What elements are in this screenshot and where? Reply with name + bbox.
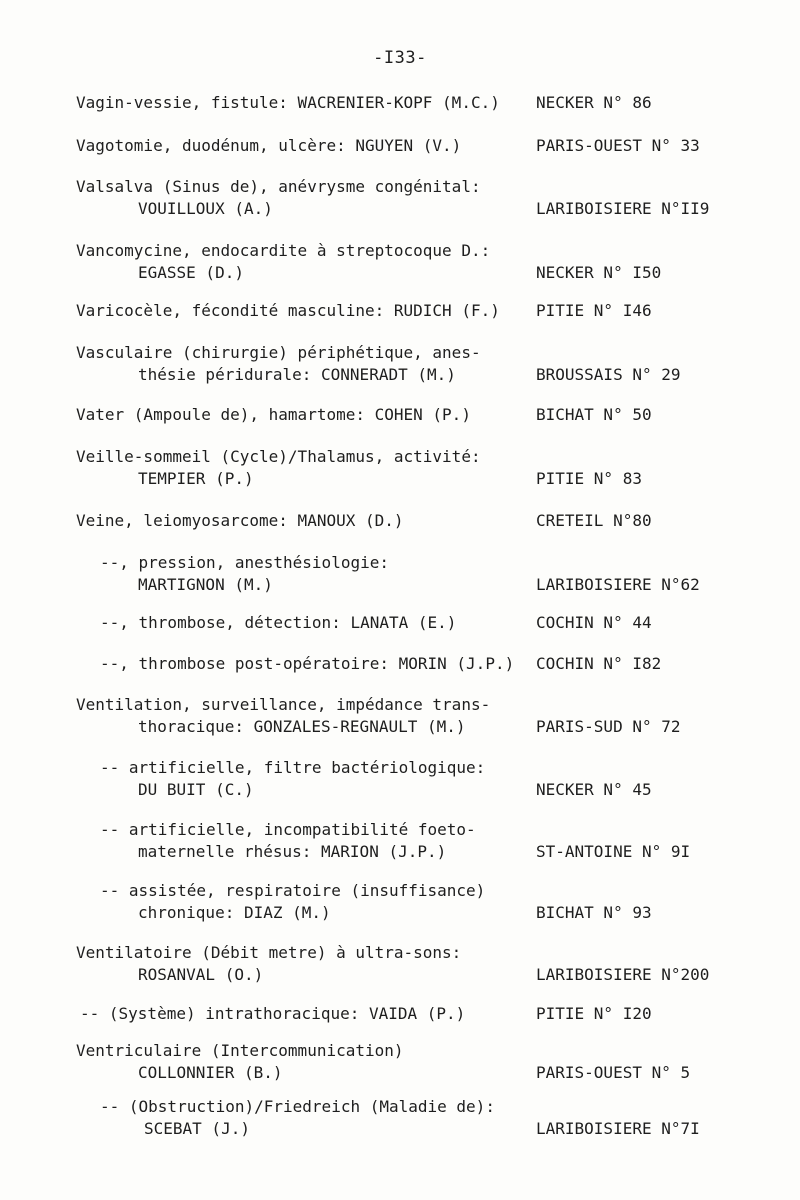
entry-subject: -- (Système) intrathoracique: VAIDA (P.) [80, 1004, 466, 1023]
entry-continuation: TEMPIER (P.) [138, 469, 254, 488]
entry-reference: PARIS-SUD N° 72 [536, 717, 681, 736]
entry-continuation: maternelle rhésus: MARION (J.P.) [138, 842, 447, 861]
entry-reference: PARIS-OUEST N° 5 [536, 1063, 691, 1082]
entry-subject: Vasculaire (chirurgie) périphétique, anes- [76, 343, 481, 362]
entry-reference: NECKER N° 86 [536, 93, 652, 112]
entry-continuation: VOUILLOUX (A.) [138, 199, 273, 218]
entry-subject: Vater (Ampoule de), hamartome: COHEN (P.) [76, 405, 471, 424]
entry-continuation: MARTIGNON (M.) [138, 575, 273, 594]
entry-reference: BICHAT N° 93 [536, 903, 652, 922]
entry-continuation: thoracique: GONZALES-REGNAULT (M.) [138, 717, 466, 736]
entry-subject: Ventilatoire (Débit metre) à ultra-sons: [76, 943, 462, 962]
entry-subject: Veine, leiomyosarcome: MANOUX (D.) [76, 511, 404, 530]
entry-reference: LARIBOISIERE N°II9 [536, 199, 710, 218]
entry-continuation: DU BUIT (C.) [138, 780, 254, 799]
entry-reference: ST-ANTOINE N° 9I [536, 842, 691, 861]
entry-reference: PARIS-OUEST N° 33 [536, 136, 700, 155]
entry-subject: Varicocèle, fécondité masculine: RUDICH (F.) [76, 301, 500, 320]
entry-subject: -- artificielle, filtre bactériologique: [100, 758, 486, 777]
entry-reference: BROUSSAIS N° 29 [536, 365, 681, 384]
entry-subject: Vancomycine, endocardite à streptocoque D.: [76, 241, 491, 260]
entry-reference: LARIBOISIERE N°7I [536, 1119, 700, 1138]
entry-subject: Ventriculaire (Intercommunication) [76, 1041, 404, 1060]
entry-subject: -- artificielle, incompatibilité foeto- [100, 820, 476, 839]
entry-subject: Valsalva (Sinus de), anévrysme congénital: [76, 177, 481, 196]
entry-reference: LARIBOISIERE N°200 [536, 965, 710, 984]
page-number: -I33- [373, 48, 427, 68]
entry-continuation: thésie péridurale: CONNERADT (M.) [138, 365, 456, 384]
entry-subject: Veille-sommeil (Cycle)/Thalamus, activité: [76, 447, 481, 466]
entry-reference: PITIE N° I20 [536, 1004, 652, 1023]
entry-reference: PITIE N° 83 [536, 469, 642, 488]
entry-subject: --, thrombose, détection: LANATA (E.) [100, 613, 457, 632]
entry-subject: Vagotomie, duodénum, ulcère: NGUYEN (V.) [76, 136, 462, 155]
entry-reference: COCHIN N° 44 [536, 613, 652, 632]
entry-subject: -- assistée, respiratoire (insuffisance) [100, 881, 486, 900]
entry-reference: LARIBOISIERE N°62 [536, 575, 700, 594]
entry-continuation: chronique: DIAZ (M.) [138, 903, 331, 922]
entry-reference: COCHIN N° I82 [536, 654, 662, 673]
entry-continuation: EGASSE (D.) [138, 263, 244, 282]
entry-continuation: ROSANVAL (O.) [138, 965, 264, 984]
entry-continuation: COLLONNIER (B.) [138, 1063, 283, 1082]
entry-continuation: SCEBAT (J.) [144, 1119, 250, 1138]
entry-subject: -- (Obstruction)/Friedreich (Maladie de): [100, 1097, 495, 1116]
entry-subject: Vagin-vessie, fistule: WACRENIER-KOPF (M.C.) [76, 93, 500, 112]
entry-subject: --, pression, anesthésiologie: [100, 553, 389, 572]
entry-reference: PITIE N° I46 [536, 301, 652, 320]
entry-reference: BICHAT N° 50 [536, 405, 652, 424]
entry-reference: CRETEIL N°80 [536, 511, 652, 530]
entry-reference: NECKER N° I50 [536, 263, 662, 282]
entry-subject: Ventilation, surveillance, impédance trans- [76, 695, 491, 714]
entry-reference: NECKER N° 45 [536, 780, 652, 799]
entry-subject: --, thrombose post-opératoire: MORIN (J.P.) [100, 654, 515, 673]
